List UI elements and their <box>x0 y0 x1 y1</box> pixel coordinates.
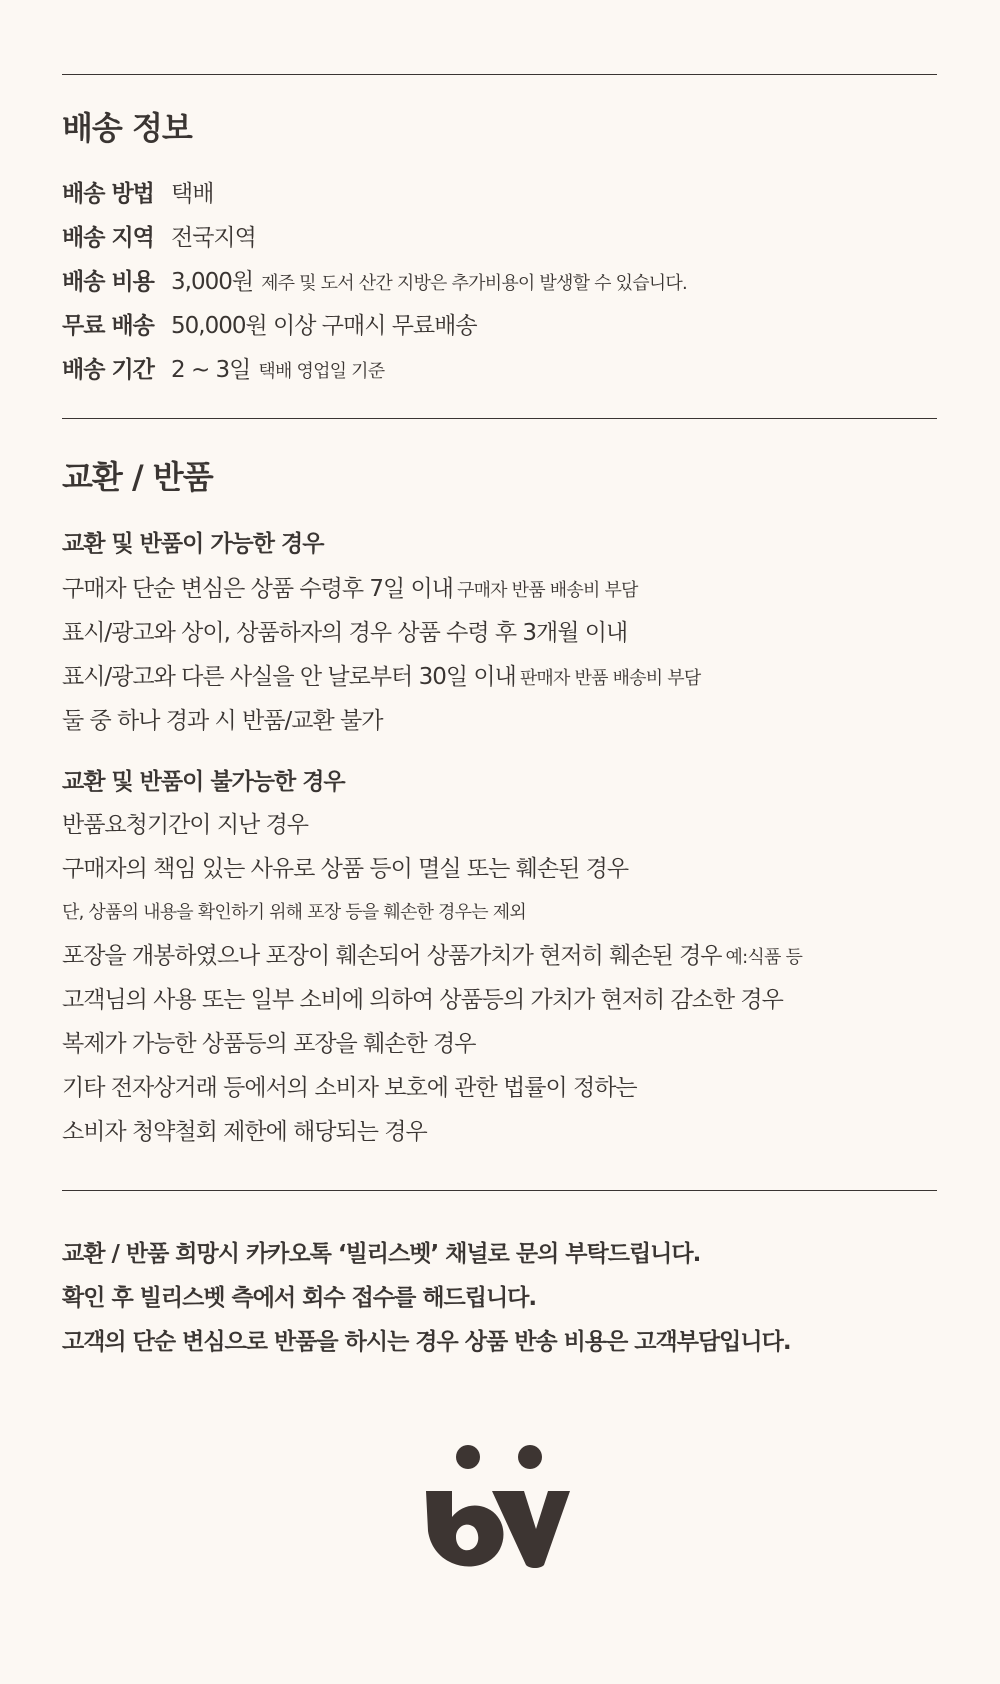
shipping-row-free <box>62 307 477 340</box>
shipping-row-cost <box>62 263 687 296</box>
return-possible-title: 교환 및 반품이 가능한 경우 <box>62 531 324 557</box>
return-impossible-line-text: 포장을 개봉하였으나 포장이 훼손되어 상품가치가 현저히 훼손된 경우 <box>62 943 722 969</box>
return-possible-line-note: 구매자 반품 배송비 부담 <box>457 580 638 601</box>
shipping-method-label: 배송 방법 <box>62 181 154 207</box>
shipping-period-label: 배송 기간 <box>62 357 154 383</box>
footer-notice-line: 교환 / 반품 희망시 카카오톡 ‘빌리스벳’ 채널로 문의 부탁드립니다. <box>62 1241 701 1267</box>
middle-divider <box>62 418 937 419</box>
free-shipping-label: 무료 배송 <box>62 313 154 339</box>
return-impossible-line: 구매자의 책임 있는 사유로 상품 등이 멸실 또는 훼손된 경우 <box>62 856 629 882</box>
return-impossible-line: 반품요청기간이 지난 경우 <box>62 812 309 838</box>
return-impossible-title: 교환 및 반품이 불가능한 경우 <box>62 769 345 795</box>
return-possible-line-note: 판매자 반품 배송비 부담 <box>519 668 701 689</box>
return-impossible-line-note: 예:식품 등 <box>725 947 803 968</box>
return-possible-line <box>62 614 627 647</box>
return-possible-line-text: 둘 중 하나 경과 시 반품/교환 불가 <box>62 708 383 734</box>
shipping-section-title: 배송 정보 <box>62 109 192 147</box>
return-possible-line-text: 표시/광고와 상이, 상품하자의 경우 상품 수령 후 3개월 이내 <box>62 620 628 646</box>
return-possible-line-text: 구매자 단순 변심은 상품 수령후 7일 이내 <box>62 576 453 602</box>
shipping-region-value: 전국지역 <box>171 225 256 251</box>
shipping-cost-value: 3,000원 <box>171 269 254 295</box>
shipping-period-note: 택배 영업일 기준 <box>258 361 385 382</box>
exchange-section-title: 교환 / 반품 <box>62 458 213 496</box>
shipping-region-label: 배송 지역 <box>62 225 154 251</box>
shipping-row-region <box>62 219 256 252</box>
return-impossible-line: 복제가 가능한 상품등의 포장을 훼손한 경우 <box>62 1031 476 1057</box>
return-possible-line <box>62 570 638 603</box>
footer-notice-line: 고객의 단순 변심으로 반품을 하시는 경우 상품 반송 비용은 고객부담입니다. <box>62 1329 791 1355</box>
shipping-cost-label: 배송 비용 <box>62 269 154 295</box>
return-impossible-line <box>62 937 802 970</box>
shipping-row-method <box>62 175 213 208</box>
return-impossible-line: 소비자 청약철회 제한에 해당되는 경우 <box>62 1119 427 1145</box>
brand-logo-icon <box>426 1445 570 1568</box>
return-impossible-line: 기타 전자상거래 등에서의 소비자 보호에 관한 법률이 정하는 <box>62 1075 637 1101</box>
footer-notice-line: 확인 후 빌리스벳 측에서 회수 접수를 해드립니다. <box>62 1285 537 1311</box>
return-impossible-exception-note: 단, 상품의 내용을 확인하기 위해 포장 등을 훼손한 경우는 제외 <box>62 902 526 923</box>
bottom-divider <box>62 1190 937 1191</box>
shipping-method-value: 택배 <box>171 181 214 207</box>
shipping-row-period <box>62 351 384 384</box>
return-possible-line-text: 표시/광고와 다른 사실을 안 날로부터 30일 이내 <box>62 664 516 690</box>
free-shipping-value: 50,000원 이상 구매시 무료배송 <box>171 313 477 339</box>
top-divider <box>62 74 937 75</box>
return-impossible-line: 고객님의 사용 또는 일부 소비에 의하여 상품등의 가치가 현저히 감소한 경우 <box>62 987 783 1013</box>
shipping-period-value: 2 ~ 3일 <box>171 357 251 383</box>
return-possible-line <box>62 702 382 735</box>
shipping-cost-note: 제주 및 도서 산간 지방은 추가비용이 발생할 수 있습니다. <box>261 273 687 294</box>
return-possible-line <box>62 658 700 691</box>
